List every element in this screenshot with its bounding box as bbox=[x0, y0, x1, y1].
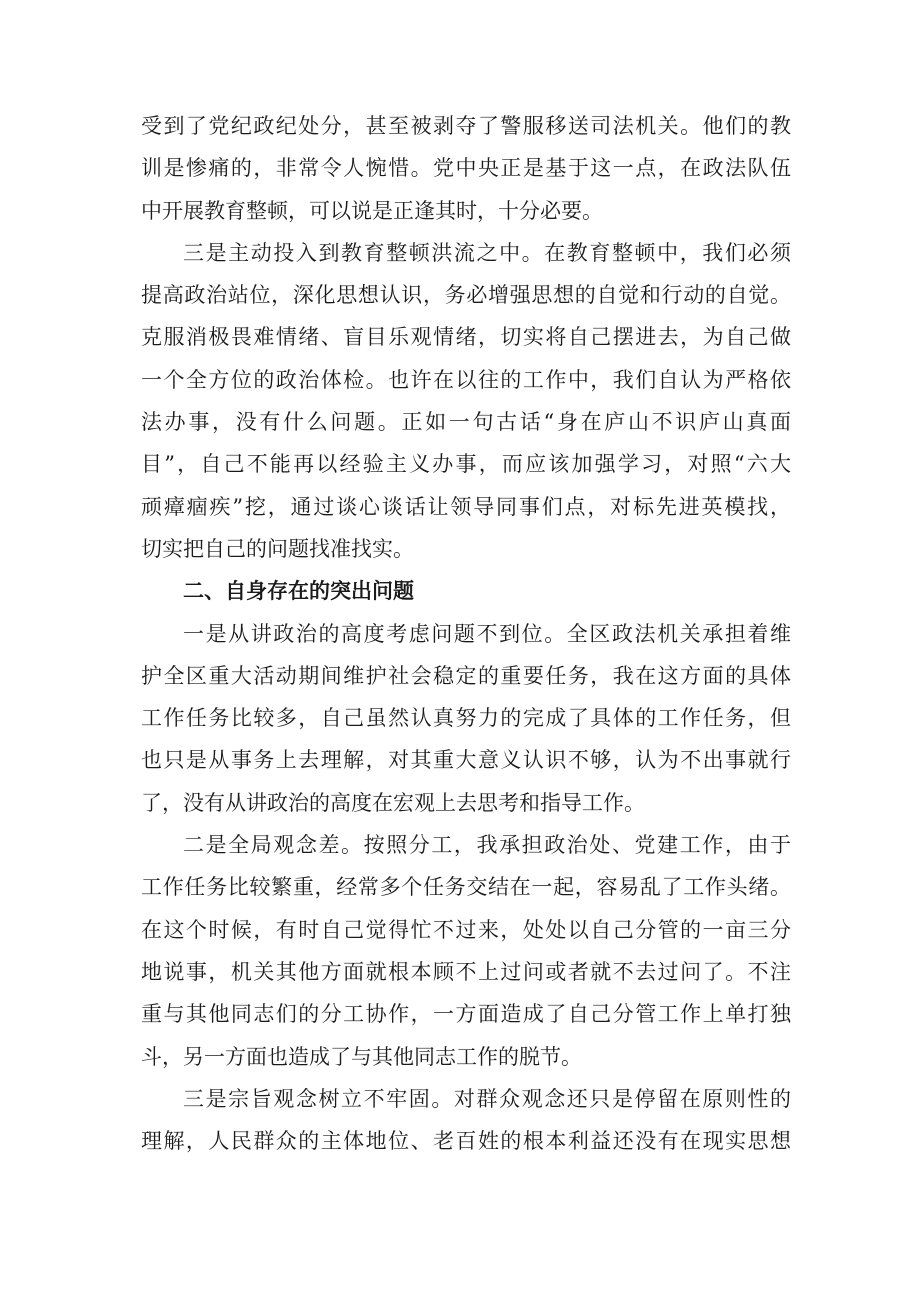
text-line: 了，没有从讲政治的高度在宏观上去思考和指导工作。 bbox=[141, 790, 645, 815]
text-line: 工作任务比较繁重，经常多个任务交结在一起，容易乱了工作头绪。 bbox=[141, 875, 791, 900]
document-body bbox=[141, 105, 791, 1162]
text-line: 中开展教育整顿，可以说是正逢其时，十分必要。 bbox=[141, 198, 603, 223]
text-line: 提高政治站位，深化思想认识，务必增强思想的自觉和行动的自觉。 bbox=[141, 283, 791, 308]
text-line: 斗，另一方面也造成了与其他同志工作的脱节。 bbox=[141, 1044, 582, 1069]
paragraph-start-line: 一是从讲政治的高度考虑问题不到位。全区政法机关承担着维 bbox=[183, 621, 791, 646]
text-line: 地说事，机关其他方面就根本顾不上过问或者就不去过问了。不注 bbox=[141, 959, 791, 984]
text-line: 克服消极畏难情绪、盲目乐观情绪，切实将自己摆进去，为自己做 bbox=[141, 325, 791, 350]
paragraph-start-line: 二是全局观念差。按照分工，我承担政治处、党建工作，由于 bbox=[183, 833, 791, 858]
text-line: 法办事，没有什么问题。正如一句古话“身在庐山不识庐山真面 bbox=[141, 410, 791, 435]
paragraph-start-line: 三是主动投入到教育整顿洪流之中。在教育整顿中，我们必须 bbox=[183, 240, 791, 265]
text-line: 工作任务比较多，自己虽然认真努力的完成了具体的工作任务，但 bbox=[141, 706, 791, 731]
section-heading: 二、自身存在的突出问题 bbox=[183, 578, 414, 604]
text-line: 重与其他同志们的分工协作，一方面造成了自己分管工作上单打独 bbox=[141, 1002, 791, 1027]
text-line: 目”，自己不能再以经验主义办事，而应该加强学习，对照“六大 bbox=[141, 452, 791, 477]
text-line: 顽瘴痼疾”挖，通过谈心谈话让领导同事们点，对标先进英模找， bbox=[141, 494, 791, 519]
paragraph-start-line: 三是宗旨观念树立不牢固。对群众观念还只是停留在原则性的 bbox=[183, 1086, 791, 1111]
text-line: 一个全方位的政治体检。也许在以往的工作中，我们自认为严格依 bbox=[141, 367, 791, 392]
text-line: 护全区重大活动期间维护社会稳定的重要任务，我在这方面的具体 bbox=[141, 663, 791, 688]
text-line: 也只是从事务上去理解，对其重大意义认识不够，认为不出事就行 bbox=[141, 748, 791, 773]
text-line: 受到了党纪政纪处分，甚至被剥夺了警服移送司法机关。他们的教 bbox=[141, 114, 791, 138]
text-line: 在这个时候，有时自己觉得忙不过来，处处以自己分管的一亩三分 bbox=[141, 917, 791, 942]
text-line: 理解，人民群众的主体地位、老百姓的根本利益还没有在现实思想 bbox=[141, 1129, 791, 1154]
text-line: 切实把自己的问题找准找实。 bbox=[141, 536, 414, 561]
text-line: 训是惨痛的，非常令人惋惜。党中央正是基于这一点，在政法队伍 bbox=[141, 156, 791, 181]
